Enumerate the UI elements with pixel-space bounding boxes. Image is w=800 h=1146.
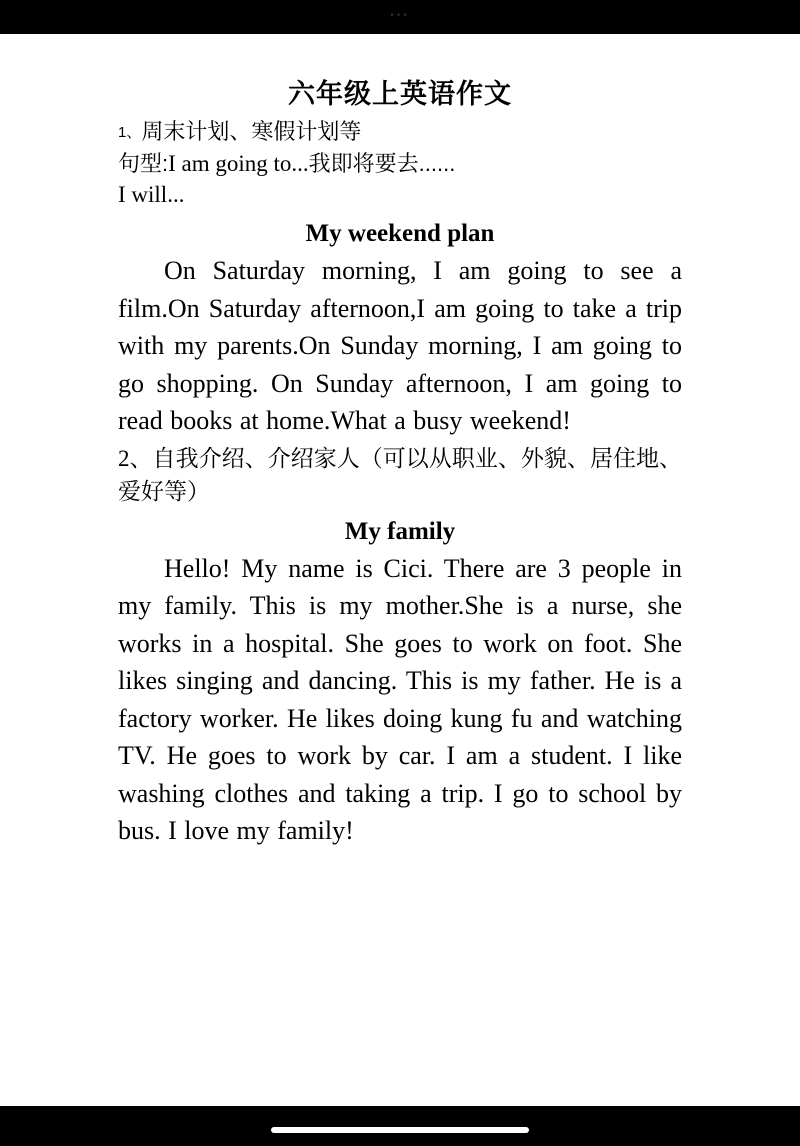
status-bar bbox=[0, 0, 800, 34]
pattern-english-2: I will... bbox=[118, 182, 185, 207]
pattern-chinese-1: 我即将要去...... bbox=[308, 151, 456, 176]
pattern-english-1: I am going to... bbox=[168, 151, 309, 176]
section1-paragraph: On Saturday morning, I am going to see a film.On Saturday afternoon,I am going to take a trip with my parents.On Sunday morning, I am going to go shopping. On Sunday afternoon, I am going to read books at home.What a busy weekend! bbox=[118, 256, 682, 435]
section2-topic: 自我介绍、介绍家人（可以从职业、外貌、居住地、爱好等） bbox=[118, 444, 683, 504]
pattern-label: 句型: bbox=[118, 151, 169, 176]
section1-pattern-line-1 bbox=[118, 148, 682, 179]
section1-heading: My weekend plan bbox=[305, 220, 495, 247]
section2-index: 2、 bbox=[118, 445, 153, 471]
document-body bbox=[0, 34, 800, 850]
section1-topic-line bbox=[118, 117, 682, 148]
section1-topic: 周末计划、寒假计划等 bbox=[141, 119, 362, 144]
section2-paragraph: Hello! My name is Cici. There are 3 people in my family. This is my mother.She is a nurse, she works in a hospital. She goes to work on foot. She likes singing and dancing. This is my father. He is a factory worker. He likes doing kung fu and watching TV. He goes to work by car. I am a student. I like washing clothes and taking a trip. I go to school by bus. I love my family! bbox=[118, 553, 682, 845]
document-page bbox=[0, 34, 800, 1106]
section1-index: 1、 bbox=[118, 124, 142, 141]
page-title: 六年级上英语作文 bbox=[288, 79, 512, 109]
bottom-bar bbox=[0, 1106, 800, 1146]
status-dots: ••• bbox=[390, 10, 410, 21]
section2-heading: My family bbox=[344, 517, 456, 545]
section1-pattern-line-2 bbox=[118, 179, 682, 210]
home-indicator[interactable] bbox=[271, 1127, 529, 1133]
section2-topic-line bbox=[118, 442, 682, 508]
